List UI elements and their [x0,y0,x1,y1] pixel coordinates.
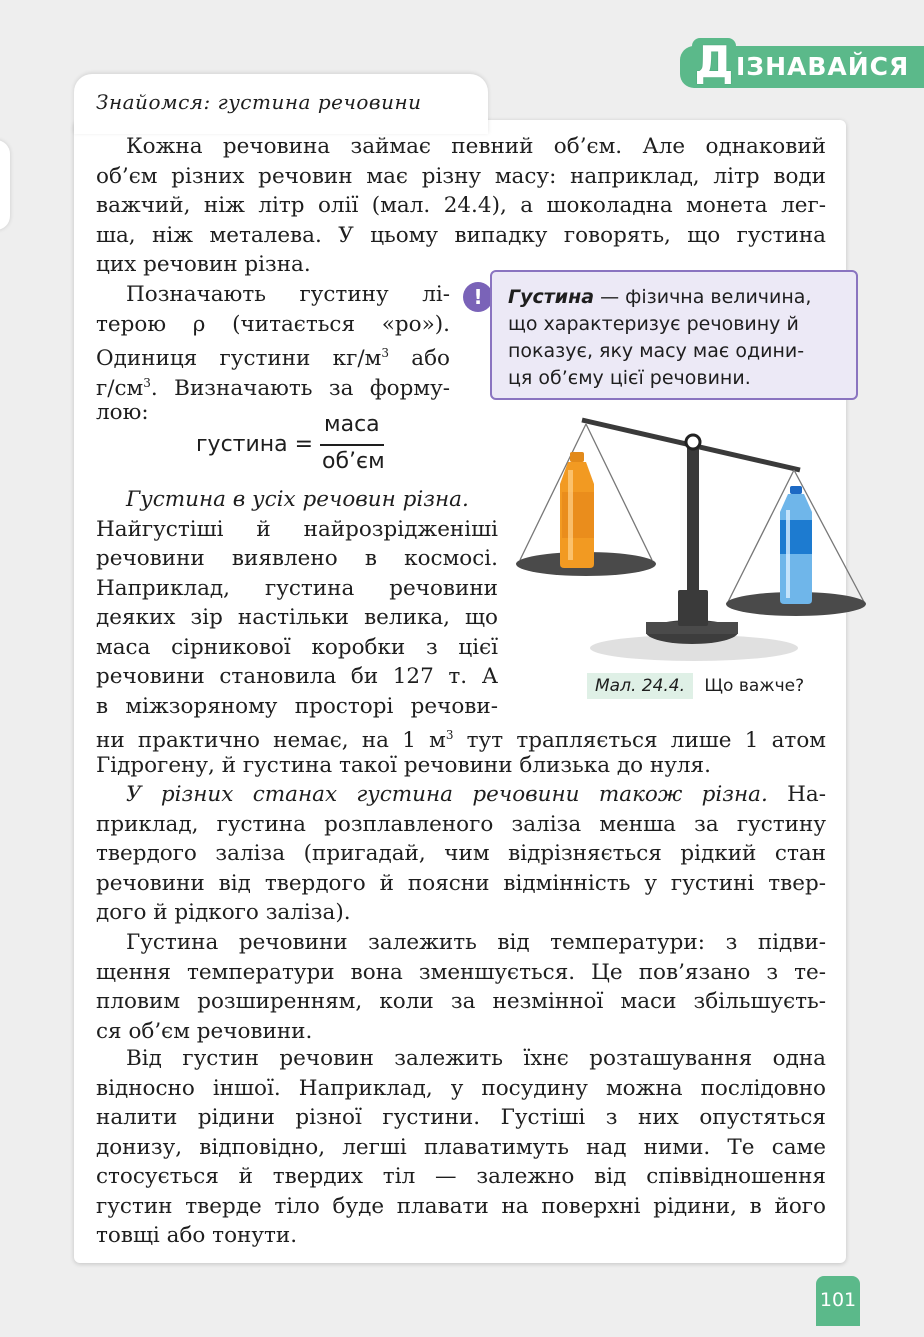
text-line: лою: [96,400,149,425]
definition-line: що характеризує речовину й [508,313,799,335]
formula-numerator: маса [324,412,380,437]
paragraph-1 [96,132,826,280]
text-line: речовини від твердого й поясни відмінність у густині твер- [96,870,826,896]
text-line: ни практично немає, на 1 $м^3$ тут трапляється лише 1 атом [96,728,826,754]
paragraph-4 [96,780,826,928]
figure-tag: Мал. 24.4. [587,673,693,699]
text-line: донизу, відповідно, легші плаватимуть над ними. Те саме [96,1134,826,1160]
text-line: об’єм різних речовин має різну масу: наприклад, літр води [96,163,826,189]
text-line: Густина речовини залежить від температури: з підви- [126,930,826,955]
paragraph-6 [96,1044,826,1251]
paragraph-5 [96,928,826,1046]
text-line: дого й рідкого заліза). [96,900,351,925]
text-line: деяких зір настільки велика, що [96,605,498,630]
text-line: Одиниця густини $кг/м^3$ або [96,346,451,372]
text-line: приклад, густина розплавленого заліза менша за густину [96,811,826,837]
scale-pivot [686,435,700,449]
definition-line: показує, яку масу має одини- [508,340,805,362]
page-number: 101 [816,1276,860,1326]
figure-caption-text: Що важче? [704,676,805,696]
banner-first-letter: Д [692,38,736,88]
text-line: Від густин речовин залежить їхнє розташування одна [126,1046,826,1071]
fraction-bar [320,444,384,446]
text-line: речовини виявлено в космосі. [96,546,498,571]
text-line: Наприклад, густина речовини [96,575,498,601]
text-line: товщі або тонути. [96,1223,298,1248]
balance-scale-illustration [510,410,880,670]
figure-caption [587,676,804,696]
section-banner [680,37,924,88]
scale-column [687,440,699,600]
banner-title: ІЗНАВАЙСЯ [736,52,910,81]
text-line: твердого заліза (пригадай, чим відрізняється рідкий стан [96,841,826,866]
text-line: Гідрогену, й густина такої речовини близька до нуля. [96,752,711,778]
text-line: Найгустіші й найрозрідженіші [96,516,498,542]
water-bottle [780,486,812,604]
text-line: ша, ніж металева. У цьому випадку говорять, що густина [96,222,826,248]
text-line: щення температури вона зменшується. Це пов’язано з те- [96,959,826,985]
text-line: Кожна речовина займає певний об’єм. Але однаковий [126,134,826,159]
text-line: в міжзоряному просторі речови- [96,693,498,719]
definition-line: ця об’єму цієї речовини. [508,367,751,389]
text-line: У різних станах густина речовини також різна. На- [126,782,826,807]
page-edge-tab [0,140,10,230]
text-line: Густина в усіх речовин різна. [126,487,469,512]
formula-denominator: об’єм [322,449,385,474]
text-line: маса сірникової коробки з цієї [96,634,498,660]
text-line: пловим розширенням, коли за незмінної маси збільшуєть- [96,989,826,1014]
section-title: Знайомся: густина речовини [96,90,422,114]
text-line: Позначають густину лі- [126,282,450,307]
oil-bottle [560,452,594,568]
formula-lhs: густина = [196,432,314,457]
text-line: ся об’єм речовини. [96,1018,313,1044]
exclamation-icon: ! [463,282,493,312]
paragraph-3-continued [96,721,826,780]
text-line: налити рідини різної густини. Густіші з них опустяться [96,1105,826,1130]
paragraph-2 [96,280,450,428]
text-line: терою ρ (читається «ро»). [96,311,450,337]
text-line: відносно іншої. Наприклад, у посудину можна послідовно [96,1075,826,1101]
section-title-tab [74,74,488,134]
definition-box [490,270,858,400]
definition-line: Густина — фізична величина, [508,286,812,308]
text-line: стосується й твердих тіл — залежно від співвідношення [96,1164,826,1189]
paragraph-3 [96,485,498,721]
text-line: цих речовин різна. [96,252,311,277]
text-line: речовини становила би 127 т. А [96,664,498,689]
text-line: густин тверде тіло буде плавати на поверхні рідини, в його [96,1193,826,1219]
text-line: важчий, ніж літр олії (мал. 24.4), а шоколадна монета лег- [96,193,826,218]
text-line: $г/см^3$. Визначають за форму- [96,375,450,401]
